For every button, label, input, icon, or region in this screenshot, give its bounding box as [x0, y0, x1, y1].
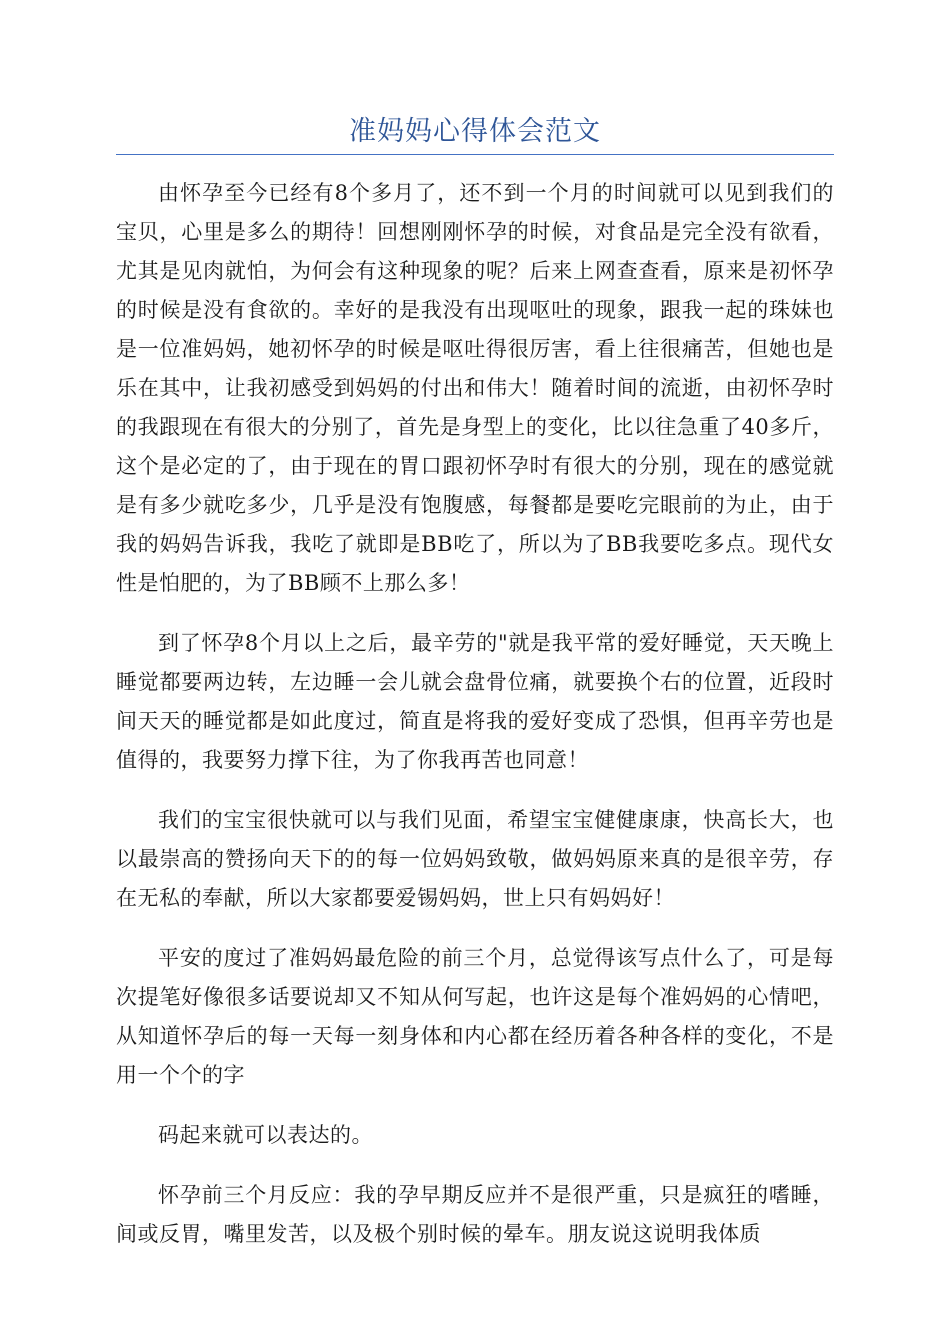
- title-underline: [116, 154, 834, 155]
- paragraph-2: 到了怀孕8个月以上之后，最辛劳的"就是我平常的爱好睡觉，天天晚上睡觉都要两边转，左边睡一会儿就会盘骨位痛，就要换个右的位置，近段时间天天的睡觉都是如此度过，简直是将我的爱好变成了恐惧，但再辛劳也是值得的，我要努力撑下往，为了你我再苦也同意！: [116, 631, 834, 772]
- paragraph-4: 平安的度过了准妈妈最危险的前三个月，总觉得该写点什么了，可是每次提笔好像很多话要说却又不知从何写起，也许这是每个准妈妈的心情吧，从知道怀孕后的每一天每一刻身体和内心都在经历着各种各样的变化，不是用一个个的字: [116, 946, 834, 1087]
- document-body: [116, 174, 834, 1275]
- paragraph-6: 怀孕前三个月反应：我的孕早期反应并不是很严重，只是疯狂的嗜睡，间或反胃，嘴里发苦，以及极个别时候的晕车。朋友说这说明我体质: [116, 1183, 834, 1246]
- paragraph-5: 码起来就可以表达的。: [158, 1123, 373, 1147]
- document-title: 准妈妈心得体会范文: [349, 116, 601, 147]
- paragraph-3: 我们的宝宝很快就可以与我们见面，希望宝宝健健康康，快高长大，也以最崇高的赞扬向天下的的每一位妈妈致敬，做妈妈原来真的是很辛劳，存在无私的奉献，所以大家都要爱锡妈妈，世上只有妈妈好！: [116, 808, 834, 910]
- paragraph-1: 由怀孕至今已经有8个多月了，还不到一个月的时间就可以见到我们的宝贝，心里是多么的期待！回想刚刚怀孕的时候，对食品是完全没有欲看，尤其是见肉就怕，为何会有这种现象的呢？后来上网查查看，原来是初怀孕的时候是没有食欲的。幸好的是我没有出现呕吐的现象，跟我一起的珠妹也是一位准妈妈，她初怀孕的时候是呕吐得很厉害，看上往很痛苦，但她也是乐在其中，让我初感受到妈妈的付出和伟大！随着时间的流逝，由初怀孕时的我跟现在有很大的分别了，首先是身型上的变化，比以往急重了40多斤，这个是必定的了，由于现在的胃口跟初怀孕时有很大的分别，现在的感觉就是有多少就吃多少，几乎是没有饱腹感，每餐都是要吃完眼前的为止，由于我的妈妈告诉我，我吃了就即是BB吃了，所以为了BB我要吃多点。现代女性是怕肥的，为了BB顾不上那么多！: [116, 181, 834, 595]
